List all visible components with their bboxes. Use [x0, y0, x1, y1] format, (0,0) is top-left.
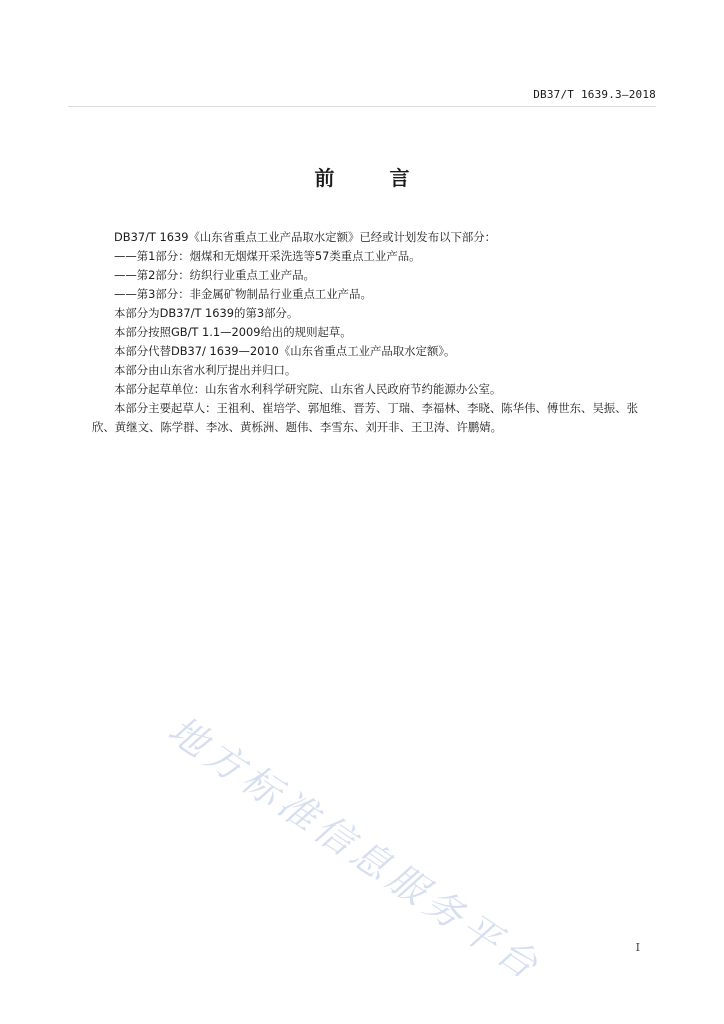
- foreword-body: [92, 228, 656, 437]
- paragraph-proposer: 本部分由山东省水利厅提出并归口。: [114, 363, 297, 377]
- page-title: 前 言: [314, 166, 434, 190]
- paragraph-drafting-units: 本部分起草单位：山东省水利科学研究院、山东省人民政府节约能源办公室。: [114, 382, 502, 396]
- paragraph-part-2: ——第2部分：纺织行业重点工业产品。: [114, 268, 315, 282]
- paragraph-part-3: ——第3部分：非金属矿物制品行业重点工业产品。: [114, 287, 372, 301]
- paragraph-part-1: ——第1部分：烟煤和无烟煤开采洗选等57类重点工业产品。: [114, 249, 421, 263]
- paragraph-drafting-rules: 本部分按照GB/T 1.1—2009给出的规则起草。: [114, 325, 352, 339]
- paragraph-part-scope: 本部分为DB37/T 1639的第3部分。: [114, 306, 299, 320]
- page-number: I: [635, 941, 640, 954]
- watermark-text: 地方标准信息服务平台: [160, 707, 550, 990]
- paragraph-replaces: 本部分代替DB37/ 1639—2010《山东省重点工业产品取水定额》。: [114, 344, 456, 358]
- paragraph-intro: DB37/T 1639《山东省重点工业产品取水定额》已经或计划发布以下部分：: [114, 230, 497, 244]
- standard-code: DB37/T 1639.3—2018: [533, 88, 656, 101]
- header-divider: [68, 106, 656, 107]
- paragraph-drafters: 本部分主要起草人：王祖利、崔培学、郭旭维、晋芳、丁瑞、李福林、李晓、陈华伟、傅世东、吴振、张欣、黄继文、陈学群、李冰、黄栎洲、题伟、李雪东、刘开非、王卫涛、许鹏婧。: [92, 401, 638, 434]
